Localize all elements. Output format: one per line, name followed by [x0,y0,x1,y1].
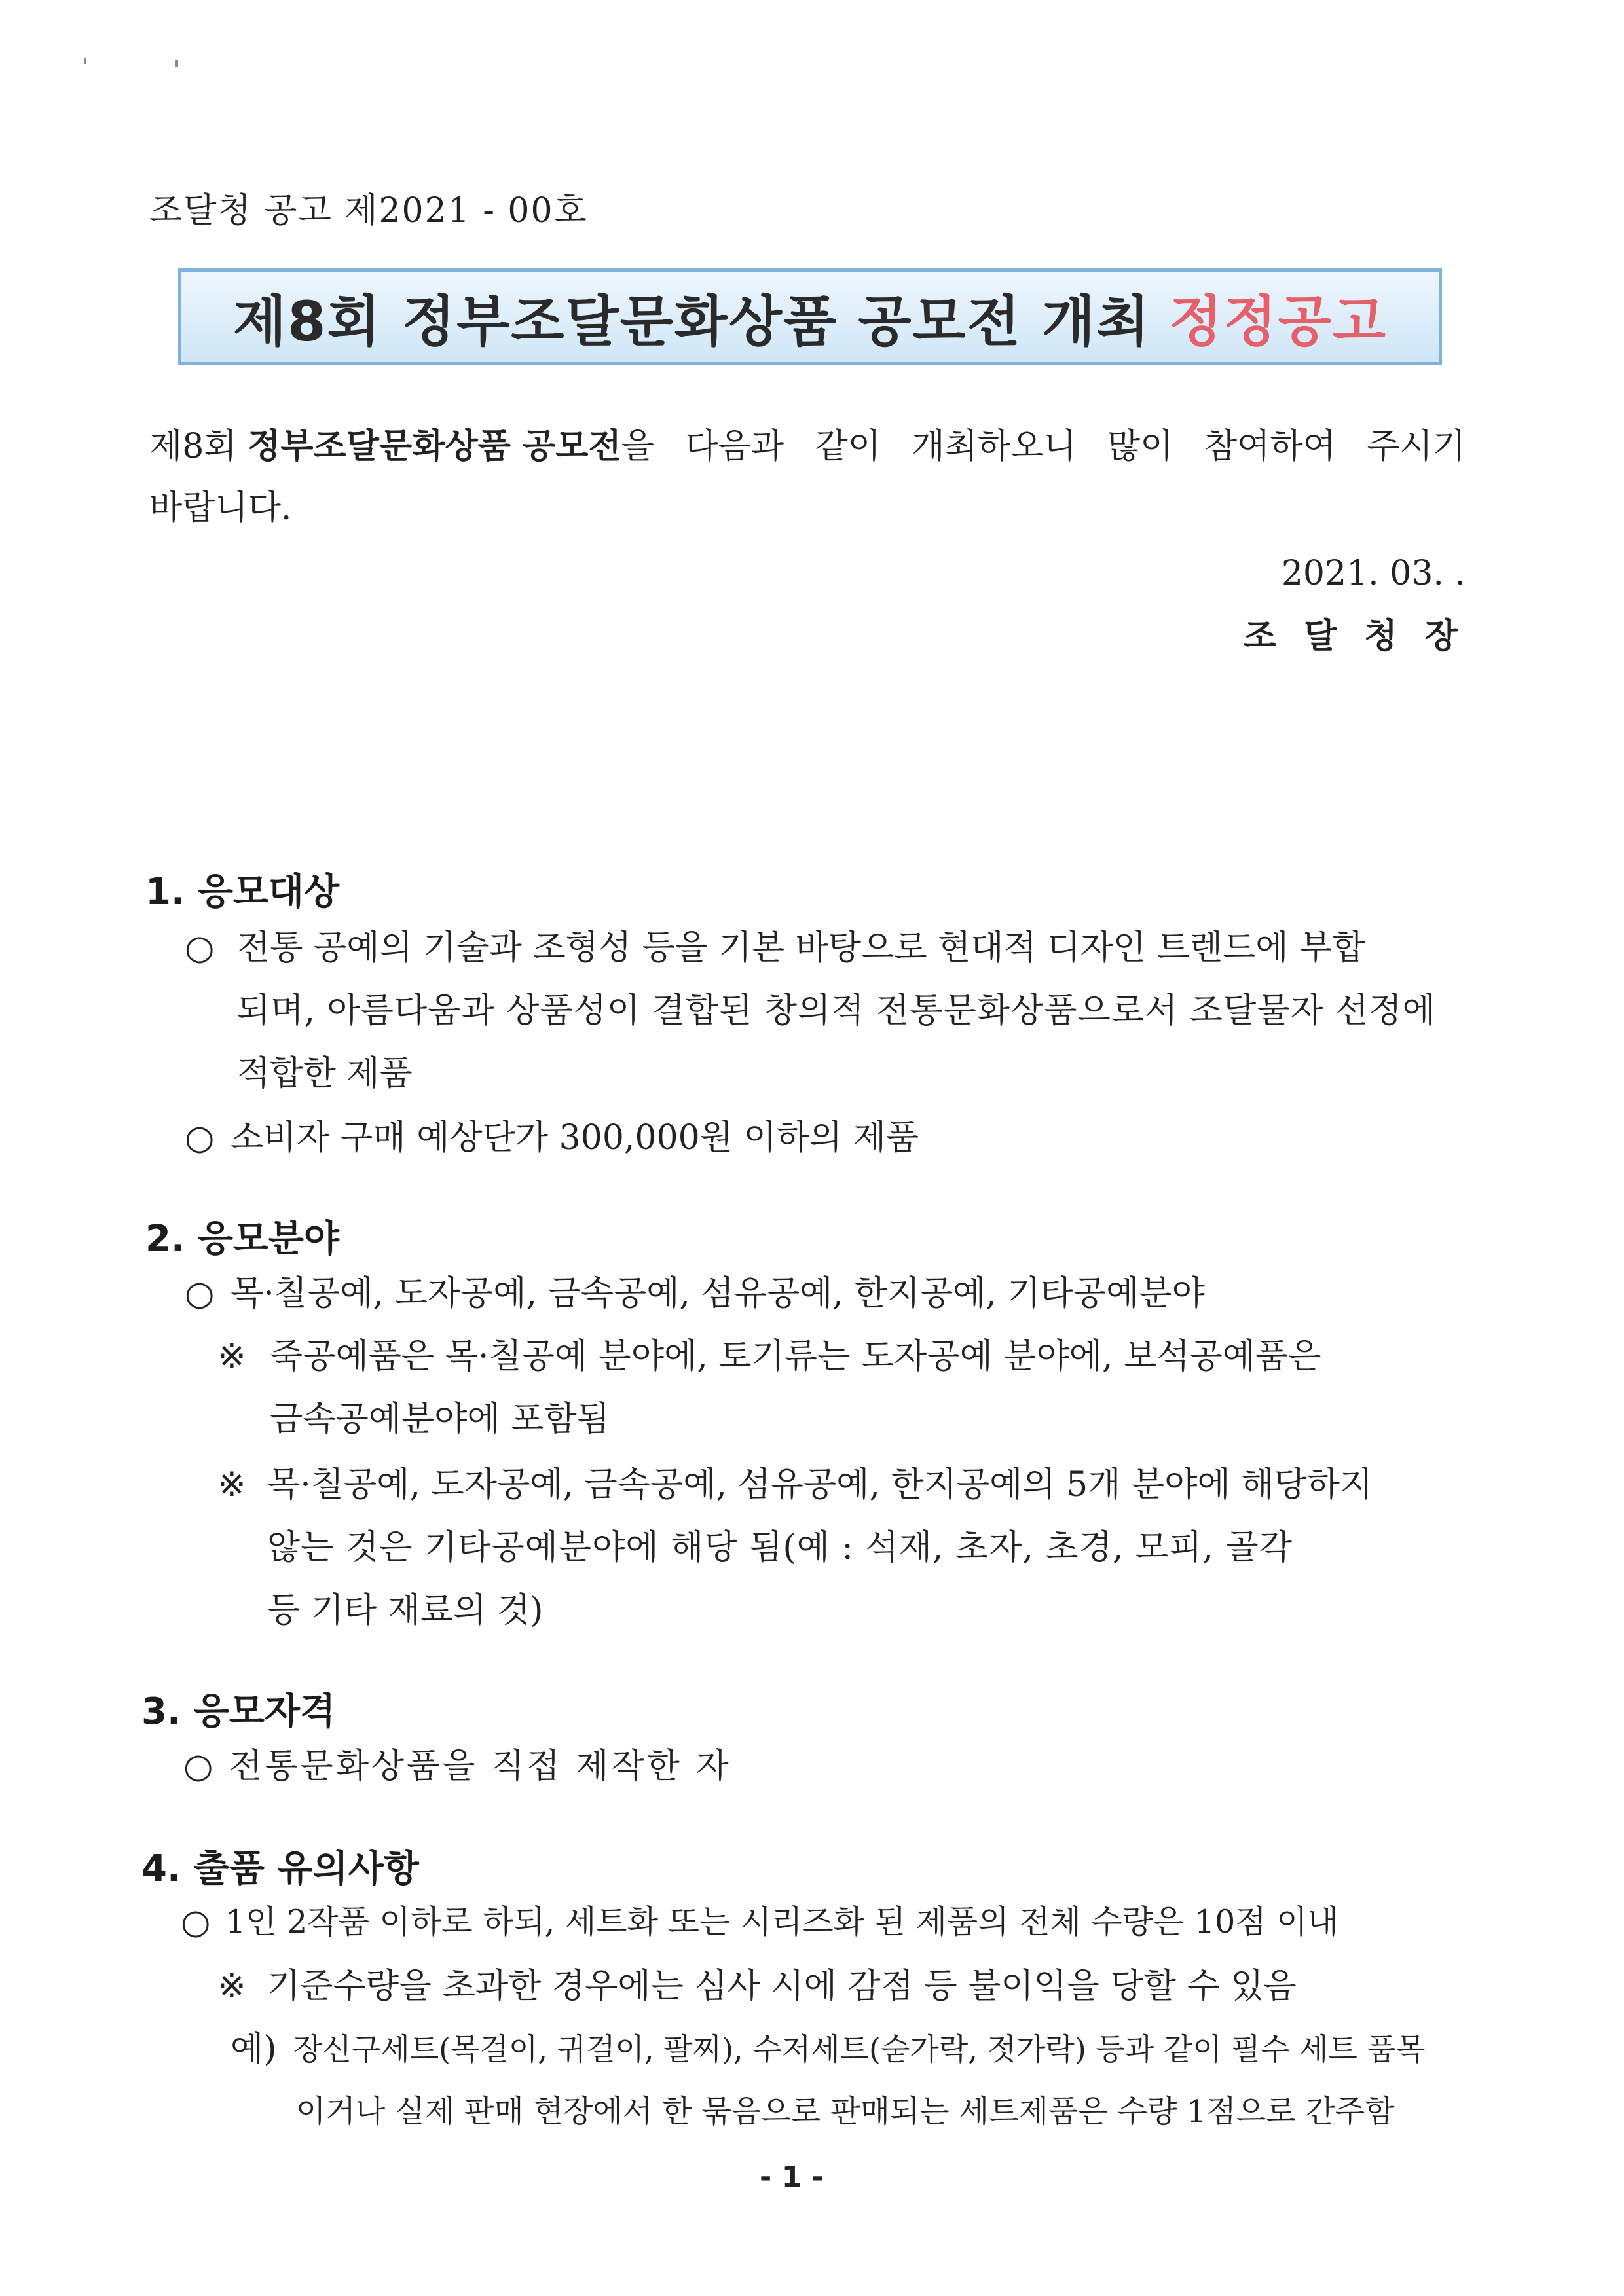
section-heading: 1. 응모대상 [145,871,340,913]
note-marker: ※ [217,1337,246,1376]
example-marker: 예) [231,2030,277,2069]
list-item-line: 1인 2작품 이하로 하되, 세트화 또는 시리즈화 된 제품의 전체 수량은 10점 이내 [225,1903,1338,1941]
page-number: - 1 - [760,2160,824,2194]
issuer: 조 달 청 장 [1243,617,1466,656]
bullet-marker: ○ [185,928,215,968]
intro-line-2: 바랍니다. [149,488,292,528]
intro-line-1: 제8회 정부조달문화상품 공모전을 다음과 같이 개최하오니 많이 참여하여 주시기 [149,427,1466,466]
notice-date: 2021. 03. . [1281,554,1466,593]
note-marker: ※ [217,1967,246,2006]
note-line: 금속공예분야에 포함됨 [270,1400,610,1439]
note-line: 않는 것은 기타공예분야에 해당 됨(예 : 석재, 초자, 초경, 모피, 골각 [267,1528,1293,1567]
bullet-marker: ○ [185,1118,215,1157]
list-item-line: 전통 공예의 기술과 조형성 등을 기본 바탕으로 현대적 디자인 트렌드에 부합 [237,928,1365,968]
intro-bold: 정부조달문화상품 공모전 [248,427,621,466]
scan-mark [175,60,178,67]
section-heading: 3. 응모자격 [141,1690,336,1733]
bullet-marker: ○ [185,1274,215,1313]
title-main: 제8회 정부조달문화상품 공모전 개최 [233,289,1151,354]
section-heading: 4. 출품 유의사항 [141,1848,419,1890]
title-highlight: 정정공고 [1169,289,1387,354]
list-item-line: 목·칠공예, 도자공예, 금속공예, 섬유공예, 한지공예, 기타공예분야 [231,1274,1205,1313]
bullet-marker: ○ [183,1747,213,1786]
note-line: 죽공예품은 목·칠공예 분야에, 토기류는 도자공예 분야에, 보석공예품은 [270,1337,1321,1376]
note-line: 목·칠공예, 도자공예, 금속공예, 섬유공예, 한지공예의 5개 분야에 해당하지 [267,1465,1373,1504]
example-line: 장신구세트(목걸이, 귀걸이, 팔찌), 수저세트(숟가락, 젓가락) 등과 같이 필수 세트 품목 [293,2032,1426,2067]
bullet-marker: ○ [181,1903,211,1942]
scan-mark [84,58,86,64]
note-line: 기준수량을 초과한 경우에는 심사 시에 감점 등 불이익을 당할 수 있음 [267,1967,1297,2006]
note-line: 등 기타 재료의 것) [267,1591,544,1630]
section-heading: 2. 응모분야 [145,1218,340,1260]
list-item-line: 적합한 제품 [237,1054,413,1093]
intro-first-word: 제8회 정부조달문화상품 공모전을 [149,427,654,466]
notice-number: 조달청 공고 제2021 - 00호 [149,191,588,230]
note-marker: ※ [217,1465,246,1504]
title-banner [178,268,1442,365]
example-line: 이거나 실제 판매 현장에서 한 묶음으로 판매되는 세트제품은 수량 1점으로 간주함 [296,2094,1395,2130]
list-item-line: 소비자 구매 예상단가 300,000원 이하의 제품 [231,1118,919,1157]
list-item-line: 되며, 아름다움과 상품성이 결합된 창의적 전통문화상품으로서 조달물자 선정에 [237,991,1436,1030]
list-item-line: 전통문화상품을 직접 제작한 자 [229,1747,731,1786]
